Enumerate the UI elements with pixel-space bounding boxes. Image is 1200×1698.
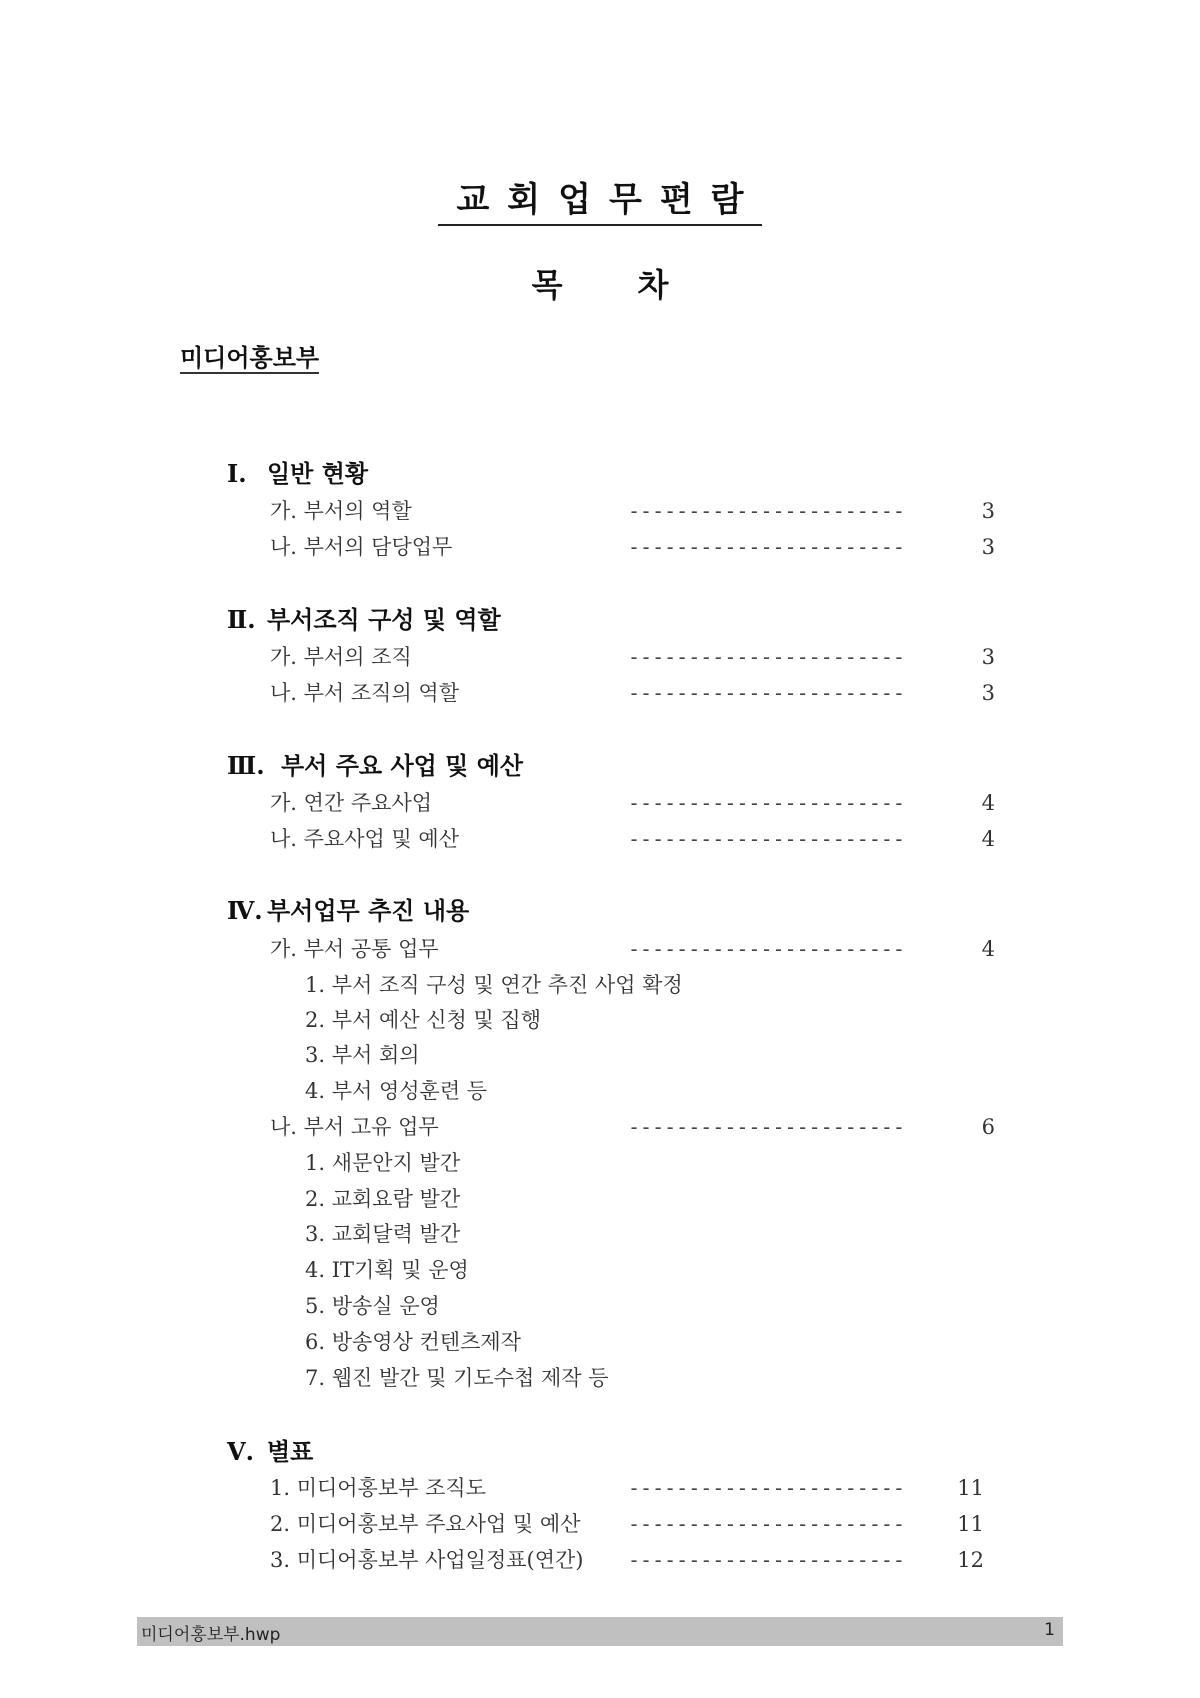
toc-entry[interactable]: 가. 부서 공통 업무 [270,937,439,961]
page-number: 12 [957,1548,984,1572]
toc-heading-left: 목 [531,266,563,304]
section-3-heading [227,751,523,781]
dot-leader: ----------------------- [628,1476,905,1500]
toc-subentry[interactable]: 4. IT기획 및 운영 [305,1258,469,1282]
page-number: 6 [981,1115,995,1139]
dot-leader: ----------------------- [628,827,905,851]
toc-subentry[interactable]: 1. 새문안지 발간 [305,1151,461,1175]
toc-heading-right: 차 [637,266,669,304]
page-number: 4 [981,937,995,961]
footer-filename: 미디어홍보부.hwp [141,1625,281,1645]
page-number: 3 [981,535,995,559]
page-number: 4 [981,791,995,815]
toc-subentry[interactable]: 2. 부서 예산 신청 및 집행 [305,1008,541,1032]
toc-entry[interactable]: 가. 연간 주요사업 [270,791,433,815]
toc-entry[interactable]: 나. 주요사업 및 예산 [270,827,459,851]
toc-entry[interactable]: 2. 미디어홍보부 주요사업 및 예산 [270,1512,581,1536]
page-number: 11 [957,1512,984,1536]
section-1-heading [227,459,368,489]
dot-leader: ----------------------- [628,791,905,815]
page-number: 11 [957,1476,984,1500]
toc-entry[interactable]: 1. 미디어홍보부 조직도 [270,1476,486,1500]
toc-entry[interactable]: 나. 부서 고유 업무 [270,1115,439,1139]
dot-leader: ----------------------- [628,1512,905,1536]
toc-subentry[interactable]: 2. 교회요람 발간 [305,1187,461,1211]
section-5-heading [227,1437,313,1467]
section-numeral: Ⅴ. [227,1437,254,1466]
section-2-heading [227,605,501,635]
section-title: 부서 주요 사업 및 예산 [281,751,524,780]
dot-leader: ----------------------- [628,681,905,705]
toc-subentry[interactable]: 5. 방송실 운영 [305,1294,440,1318]
page-number: 3 [981,681,995,705]
dot-leader: ----------------------- [628,1115,905,1139]
section-4-heading [227,896,469,926]
toc-entry[interactable]: 가. 부서의 역할 [270,499,412,523]
section-title: 일반 현황 [267,459,369,488]
dot-leader: ----------------------- [628,535,905,559]
section-numeral: Ⅲ. [227,751,265,780]
dot-leader: ----------------------- [628,937,905,961]
document-title-text: 교회업무편람 [438,180,761,226]
page-number: 3 [981,499,995,523]
footer-page-number: 1 [1044,1620,1055,1640]
section-numeral: Ⅰ. [227,459,247,488]
section-numeral: Ⅱ. [227,605,256,634]
toc-entry[interactable]: 나. 부서의 담당업무 [270,535,453,559]
section-title: 부서조직 구성 및 역할 [267,605,501,634]
document-title [0,172,1200,221]
toc-entry[interactable]: 가. 부서의 조직 [270,645,412,669]
dot-leader: ----------------------- [628,499,905,523]
toc-subentry[interactable]: 4. 부서 영성훈련 등 [305,1079,488,1103]
page-footer [137,1617,1063,1646]
toc-subentry[interactable]: 3. 교회달력 발간 [305,1222,461,1246]
toc-subentry[interactable]: 6. 방송영상 컨텐츠제작 [305,1330,521,1354]
department-name: 미디어홍보부 [180,343,320,372]
section-numeral: Ⅳ. [227,896,263,925]
toc-subentry[interactable]: 3. 부서 회의 [305,1043,420,1067]
toc-entry[interactable]: 3. 미디어홍보부 사업일정표(연간) [270,1548,584,1572]
toc-subentry[interactable]: 7. 웹진 발간 및 기도수첩 제작 등 [305,1366,609,1390]
toc-subentry[interactable]: 1. 부서 조직 구성 및 연간 추진 사업 확정 [305,973,683,997]
toc-heading [0,260,1200,306]
page-number: 3 [981,645,995,669]
toc-entry[interactable]: 나. 부서 조직의 역할 [270,681,459,705]
section-title: 별표 [267,1437,314,1466]
section-title: 부서업무 추진 내용 [267,896,470,925]
dot-leader: ----------------------- [628,645,905,669]
dot-leader: ----------------------- [628,1548,905,1572]
page-number: 4 [981,827,995,851]
